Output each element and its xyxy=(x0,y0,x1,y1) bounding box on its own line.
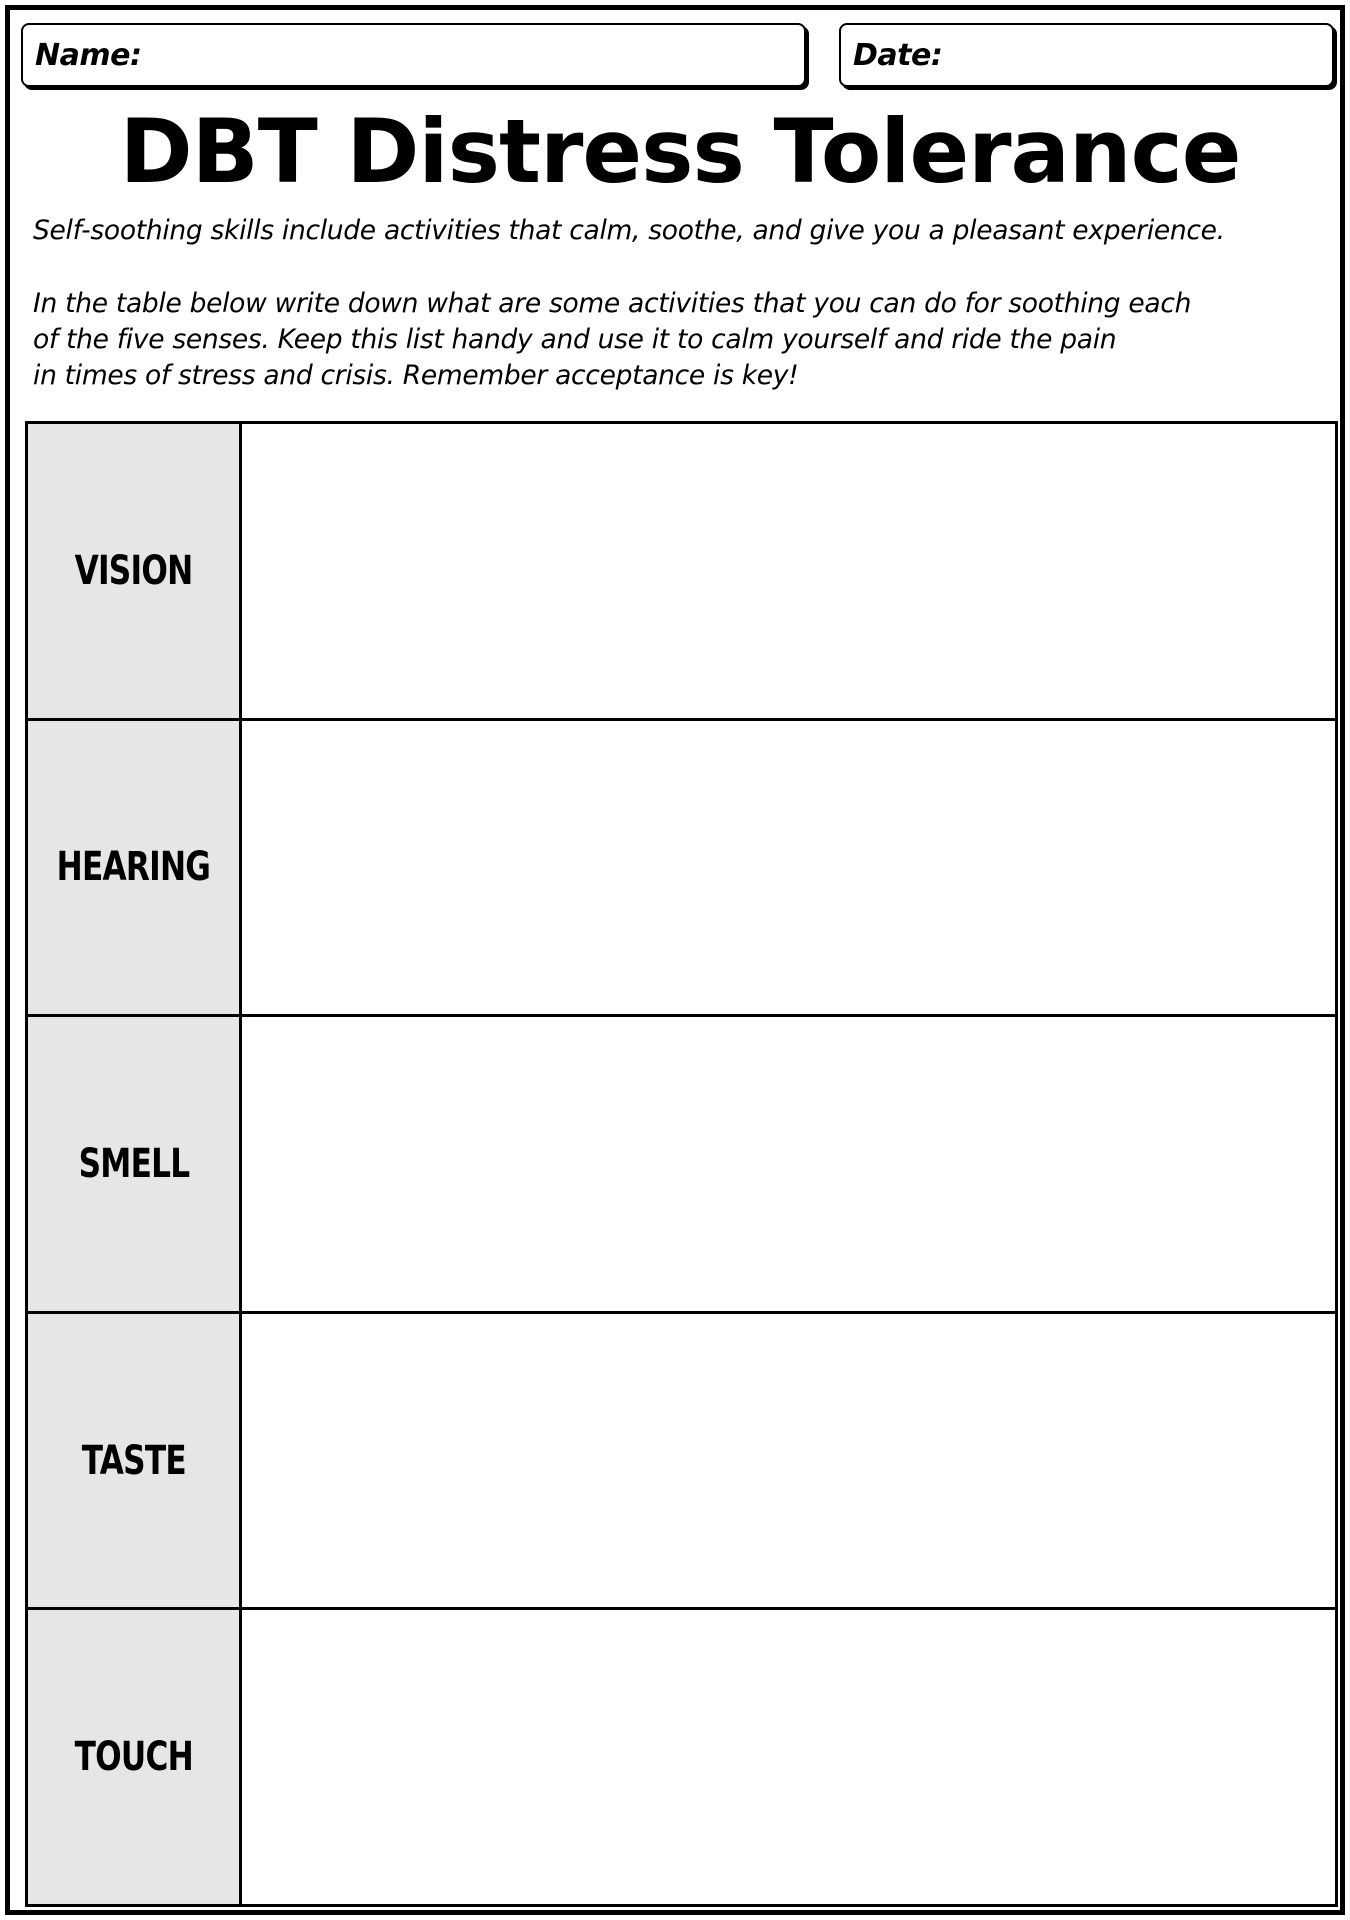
sense-label-cell xyxy=(28,1314,242,1608)
hearing-response-area[interactable] xyxy=(242,721,1335,1015)
touch-response-area[interactable] xyxy=(242,1610,1335,1904)
name-label: Name: xyxy=(35,37,142,73)
name-field[interactable] xyxy=(21,23,806,87)
date-label: Date: xyxy=(853,37,943,73)
taste-response-area[interactable] xyxy=(242,1314,1335,1608)
instructions-line: in times of stress and crisis. Remember acceptance is key! xyxy=(33,360,799,391)
sense-label-touch: TOUCH xyxy=(74,1734,193,1781)
smell-response-area[interactable] xyxy=(242,1017,1335,1311)
intro-text: Self-soothing skills include activities that calm, soothe, and give you a pleasant experience. xyxy=(33,215,1225,246)
worksheet-page xyxy=(5,5,1345,1915)
sense-row-hearing xyxy=(28,721,1335,1018)
sense-label-hearing: HEARING xyxy=(56,844,211,891)
sense-row-touch xyxy=(28,1610,1335,1904)
date-field[interactable] xyxy=(839,23,1334,87)
sense-label-cell xyxy=(28,424,242,718)
sense-row-vision xyxy=(28,424,1335,721)
vision-response-area[interactable] xyxy=(242,424,1335,718)
instructions-line: In the table below write down what are some activities that you can do for soothing each xyxy=(33,288,1192,319)
sense-label-vision: VISION xyxy=(74,547,193,594)
sense-label-smell: SMELL xyxy=(78,1140,189,1187)
senses-table xyxy=(25,421,1338,1907)
instructions-text xyxy=(33,286,1333,394)
sense-label-cell xyxy=(28,1017,242,1311)
sense-row-smell xyxy=(28,1017,1335,1314)
page-title: DBT Distress Tolerance xyxy=(119,100,1241,203)
sense-label-cell xyxy=(28,1610,242,1904)
instructions-line: of the five senses. Keep this list handy and use it to calm yourself and ride the pain xyxy=(33,324,1117,355)
sense-label-taste: TASTE xyxy=(81,1437,186,1484)
sense-label-cell xyxy=(28,721,242,1015)
sense-row-taste xyxy=(28,1314,1335,1611)
